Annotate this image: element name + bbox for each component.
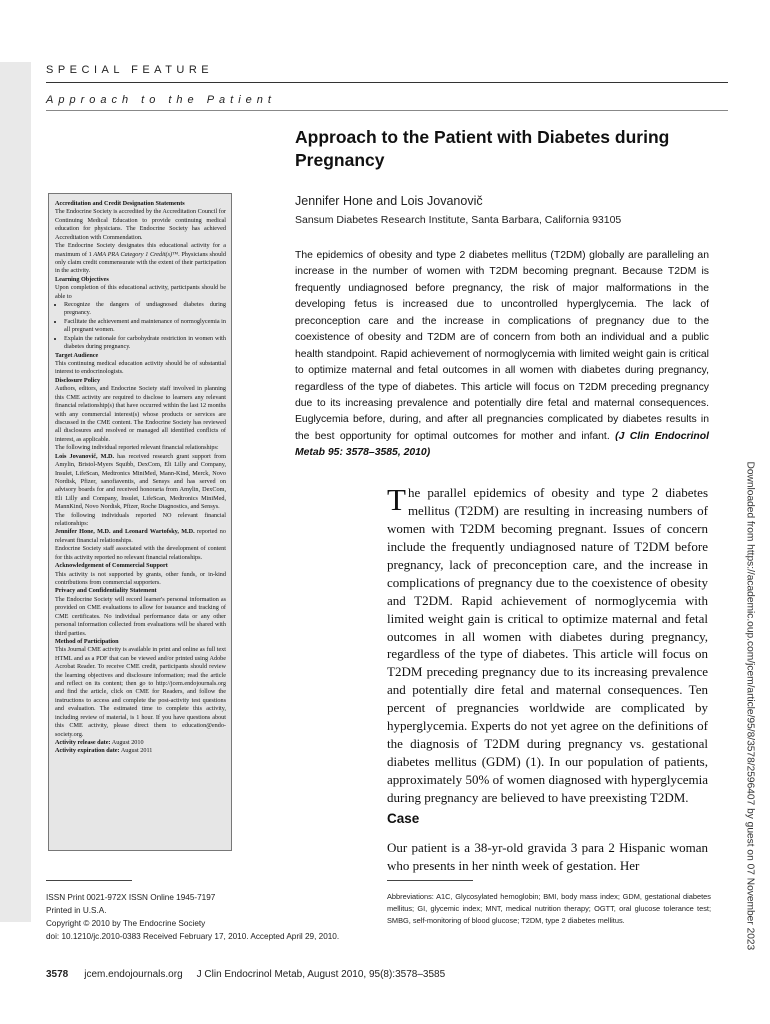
cme-paragraph: This continuing medical education activity should be of substantial interest to endocrinologists.: [55, 360, 226, 376]
cme-text: has received research grant support from Amylin, Bristol-Myers Squibb, DexCom, Eli Lilly and Company, Insulet, LifeScan, Medtronics MiniMed, Mann-Kind, Merck, Novo Nordisk, Pfizer, sanofiaventis, and Sensys and has served on advisory boards for and received honoraria from Amylin, DexCom, Eli Lilly and Company, Insulet, LifeScan, Medtronics MiniMed, MannKind, Novo Nordisk, Pfizer, Roche Diagnostics, and Sensys.: [55, 452, 226, 511]
section-label: SPECIAL FEATURE: [46, 64, 214, 76]
cme-paragraph: Endocrine Society staff associated with the development of content for this activity reported no relevant financial relationships.: [55, 545, 226, 561]
subsection-label: Approach to the Patient: [46, 94, 276, 106]
journal-website-link[interactable]: jcem.endojournals.org: [84, 969, 183, 980]
cme-heading-support: Acknowledgement of Commercial Support: [55, 562, 168, 570]
cme-heading-disclosure: Disclosure Policy: [55, 376, 101, 384]
objectives-list: [55, 301, 226, 352]
copyright-line: Copyright © 2010 by The Endocrine Society: [46, 919, 206, 929]
article-affiliation: Sansum Diabetes Research Institute, Santa Barbara, California 93105: [295, 214, 622, 226]
cme-credit-italic: AMA PRA Category 1 Credit(s)™: [93, 250, 179, 258]
cme-paragraph: The following individuals reported NO relevant financial relationships:: [55, 511, 226, 528]
cme-paragraph: Upon completion of this educational activity, participants should be able to: [55, 284, 226, 300]
list-item: • Recognize the dangers of undiagnosed diabetes during pregnancy.: [64, 301, 226, 318]
article-authors: Jennifer Hone and Lois Jovanovič: [295, 194, 483, 208]
cme-paragraph: [55, 453, 226, 512]
list-item: • Facilitate the achievement and maintenance of normoglycemia in all pregnant women.: [64, 318, 226, 335]
left-margin-strip: [0, 62, 31, 922]
case-heading: Case: [387, 811, 420, 826]
cme-release-date: [55, 739, 226, 747]
cme-heading-method: Method of Participation: [55, 637, 119, 645]
download-watermark: Downloaded from https://academic.oup.com/jcem/article/95/8/3578/2596407 by guest on 07 November 2023: [744, 461, 756, 951]
drop-cap: T: [387, 482, 406, 517]
abbreviations-footnote: Abbreviations: A1C, Glycosylated hemoglobin; BMI, body mass index; GDM, gestational diabetes mellitus; GI, glycemic index; MNT, medical nutrition therapy; OGTT, oral glucose tolerance test; SMBG, self-monitoring of blood glucose; T2DM, type 2 diabetes mellitus.: [387, 892, 711, 926]
doi-line: doi: 10.1210/jc.2010-0383 Received February 17, 2010. Accepted April 29, 2010.: [46, 932, 340, 942]
cme-paragraph: [55, 528, 226, 545]
cme-text: reported no relevant financial relationships.: [55, 528, 226, 544]
cme-expiration-label: Activity expiration date:: [55, 747, 120, 755]
page-number: 3578: [46, 969, 69, 980]
issn-line: ISSN Print 0021-972X ISSN Online 1945-7197: [46, 893, 216, 902]
header-rule: [46, 82, 728, 83]
cme-paragraph: Authors, editors, and Endocrine Society staff involved in planning this CME activity are required to disclose to learners any relevant financial relationship(s) that have occurred within the last 12 months with any commercial interest(s) whose products or services are discussed in the CME content. The Endocrine Society has reviewed all disclosures and resolved or managed all identified conflicts of interest, as applicable.: [55, 385, 226, 443]
printed-line: Printed in U.S.A.: [46, 906, 107, 916]
footnote-rule: [46, 880, 132, 881]
page-footer: [46, 969, 445, 980]
cme-box: [48, 193, 232, 851]
cme-text: . Physicians should only claim credit commensurate with the extent of their participation in the activity.: [55, 250, 226, 275]
abbreviations-rule: [387, 880, 473, 881]
cme-heading-objectives: Learning Objectives: [55, 275, 109, 283]
cme-paragraph: This Journal CME activity is available in print and online as full text HTML and as a PDF that can be viewed and/or printed using Adobe Acrobat Reader. To receive CME credit, participants should review the learning objectives and disclosure information; read the article and reflect on its content; then go to http://jcem.endojournals.org and find the article, click on CME for Readers, and follow the instructions to access and complete the post-activity test questions and evaluation. The estimated time to complete this activity, including review of material, is 1 hour. If you have questions about this CME activity, please direct them to education@endo-society.org.: [55, 646, 226, 738]
intro-text: he parallel epidemics of obesity and type 2 diabetes mellitus (T2DM) are resulting in increasing numbers of women with T2DM becoming pregnant. Issues of concern include the frequently undiagnosed nature of T2DM before pregnancy, lack of preconception care, and the increase in complications of pregnancy due to the coexistence of obesity and T2DM. Rapid achievement of normoglycemia with limited weight gain is critical to optimize maternal and fetal outcomes in all women with diabetes during pregnancy, regardless of the type of diabetes. This article will focus on T2DM preceding pregnancy due to its increasing prevalence and potentially dire fetal and maternal consequences. Ten percent of pregnancies worldwide are complicated by hyperglycemia. Experts do not yet agree on the definitions of the diagnosis of T2DM during pregnancy vs. gestational diabetes mellitus (GDM) (1). In our population of patients, approximately 50% of women diagnosed with hyperglycemia during pregnancy are believed to have preexisting T2DM.: [387, 485, 708, 805]
cme-heading-accreditation: Accreditation and Credit Designation Statements: [55, 200, 185, 207]
cme-paragraph: This activity is not supported by grants, other funds, or in-kind contributions from commercial supporters.: [55, 570, 226, 586]
case-paragraph: Our patient is a 38-yr-old gravida 3 para 2 Hispanic woman who presents in her ninth week of gestation. Her: [387, 840, 708, 873]
cme-paragraph: The following individual reported relevant financial relationships:: [55, 444, 219, 452]
abstract-text: The epidemics of obesity and type 2 diabetes mellitus (T2DM) globally are paralleling an increase in the number of women with T2DM becoming pregnant. Because T2DM is frequently undiagnosed before pregnancy, the risk of major malformations in the developing fetus is increased due to uncontrolled hyperglycemia. The lack of preconception care and the increase in complications of pregnancy due to the coexistence of obesity and T2DM are of concern from both an individual and a public health standpoint. Rapid achievement of normoglycemia with limited weight gain is critical to optimize maternal and fetal outcomes in all women with diabetes during pregnancy, regardless of the type of diabetes. This article will focus on T2DM preceding pregnancy due to its increasing prevalence and potentially dire fetal and maternal consequences. Euglycemia before, during, and after all pregnancies complicated by diabetes results in the best opportunity for optimal outcomes for mother and infant.: [295, 250, 709, 442]
cme-person-name: Jennifer Hone, M.D. and Leonard Wartofsky, M.D.: [55, 528, 195, 536]
subheader-rule: [46, 110, 728, 111]
cme-heading-audience: Target Audience: [55, 351, 99, 359]
article-title: Approach to the Patient with Diabetes during Pregnancy: [295, 127, 670, 171]
cme-person-name: Lois Jovanovič, M.D.: [55, 452, 115, 460]
publication-info: [46, 891, 339, 944]
cme-expiration-date: [55, 747, 226, 755]
cme-paragraph: The Endocrine Society is accredited by the Accreditation Council for Continuing Medical Education to provide continuing medical education for physicians. The Endocrine Society has achieved Accreditation with Commendation.: [55, 208, 226, 241]
cme-paragraph: The Endocrine Society will record learner's personal information as provided on CME evaluations to allow for issuance and tracking of CME certificates. No individual performance data or any other personal information collected from evaluations will be shared with third parties.: [55, 595, 226, 637]
cme-release-value: August 2010: [110, 739, 144, 746]
cme-release-label: Activity release date:: [55, 739, 111, 746]
list-item: • Explain the rationale for carbohydrate restriction in women with diabetes during pregnancy.: [64, 335, 226, 352]
cme-paragraph: [55, 242, 226, 276]
journal-citation: J Clin Endocrinol Metab, August 2010, 95(8):3578–3585: [196, 969, 446, 980]
article-abstract: [295, 248, 709, 462]
cme-heading-privacy: Privacy and Confidentiality Statement: [55, 587, 157, 595]
intro-paragraph: [387, 484, 708, 807]
cme-expiration-value: August 2011: [119, 747, 153, 755]
abstract-citation: (J Clin Endocrinol Metab 95: 3578–3585, 2010): [295, 430, 709, 459]
cme-text: The Endocrine Society designates this educational activity for a maximum of 1: [55, 242, 226, 258]
